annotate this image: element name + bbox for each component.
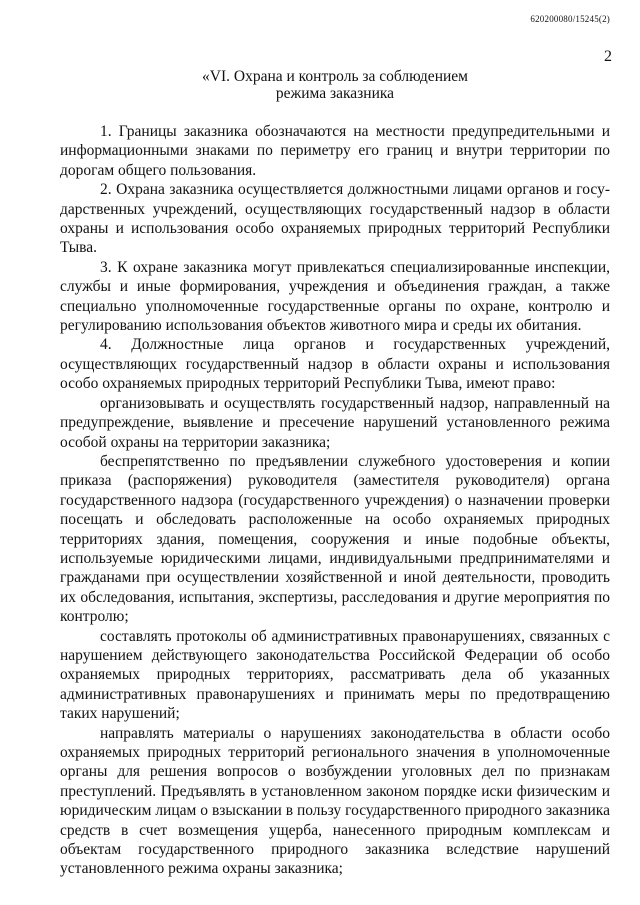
section-title-line-2: режима заказника [275, 85, 395, 102]
paragraph-officials-rights: 4. Должностные лица органов и государственных учреждений, осуществляющих государственный надзор в области охраны и использования особо охраняемых природных территорий Республики Тыва, имеют право: [60, 336, 610, 393]
paragraph-protection: 2. Охрана заказника осуществляется должностными лицами органов и государственных учреждений, осуществляющих государственный надзор в области охраны и использования особо охраняемых природных территорий Республики Тыва. [60, 181, 610, 257]
paragraph-right-organize-supervision: организовывать и осуществлять государственный надзор, направленный на предупреждение, выявление и пресечение нарушений установленного режима особой охраны на территории заказника; [60, 394, 610, 451]
paragraph-right-inspect: беспрепятственно по предъявлении служебного удостоверения и копии приказа (распоряжения) руководителя (заместителя руководителя) органа государственного надзора (государственного учреждения) о назначении проверки посещать и обследовать расположенные на особо охраняемых природных территориях здания, помещения, сооружения и иные подобные объекты, используемые юридическими лицами, индивидуальными предпринимателями и гражданами при осуществлении хозяйственной и иной деятельности, проводить их обследования, испытания, экспертизы, расследования и другие мероприятия по контролю; [60, 452, 610, 626]
paragraph-involved-bodies: 3. К охране заказника могут привлекаться специализированные инспекции, службы и иные формирования, учреждения и объединения граждан, а также специально уполномоченные государственные органы по охране, контролю и регулированию использования объектов животного мира и среды их обитания. [60, 258, 610, 335]
paragraph-right-send-materials: направлять материалы о нарушениях законодательства в области особо охраняемых природных территорий регионального значения в уполномоченные органы для решения вопросов о возбуждении уголовных дел по признакам преступлений. Предъявлять в установленном законом порядке иски физическим и юридическим лицам о взыскании в пользу государственного природного заказника средств в счет возмещения ущерба, нанесенного природным комплексам и объектам государственного природного заказника вследствие нарушений установленного режима охраны заказника; [60, 724, 610, 878]
paragraph-right-protocols: составлять протоколы об административных правонарушениях, связанных с нарушением действующего законодательства Российской Федерации об особо охраняемых природных территориях, рассматривать дела об указанных административных правонарушениях и принимать меры по предотвращению таких нарушений; [60, 627, 610, 723]
section-heading [60, 68, 610, 102]
document-code: 620200080/15245(2) [530, 14, 610, 24]
page-number: 2 [604, 48, 612, 65]
section-body [60, 122, 610, 879]
section-title-line-1: «VI. Охрана и контроль за соблюдением [202, 68, 468, 85]
paragraph-borders: 1. Границы заказника обозначаются на местности предупредительными и информационными знаками по периметру его границ и внутри территории по дорогам общего пользования. [60, 123, 610, 179]
